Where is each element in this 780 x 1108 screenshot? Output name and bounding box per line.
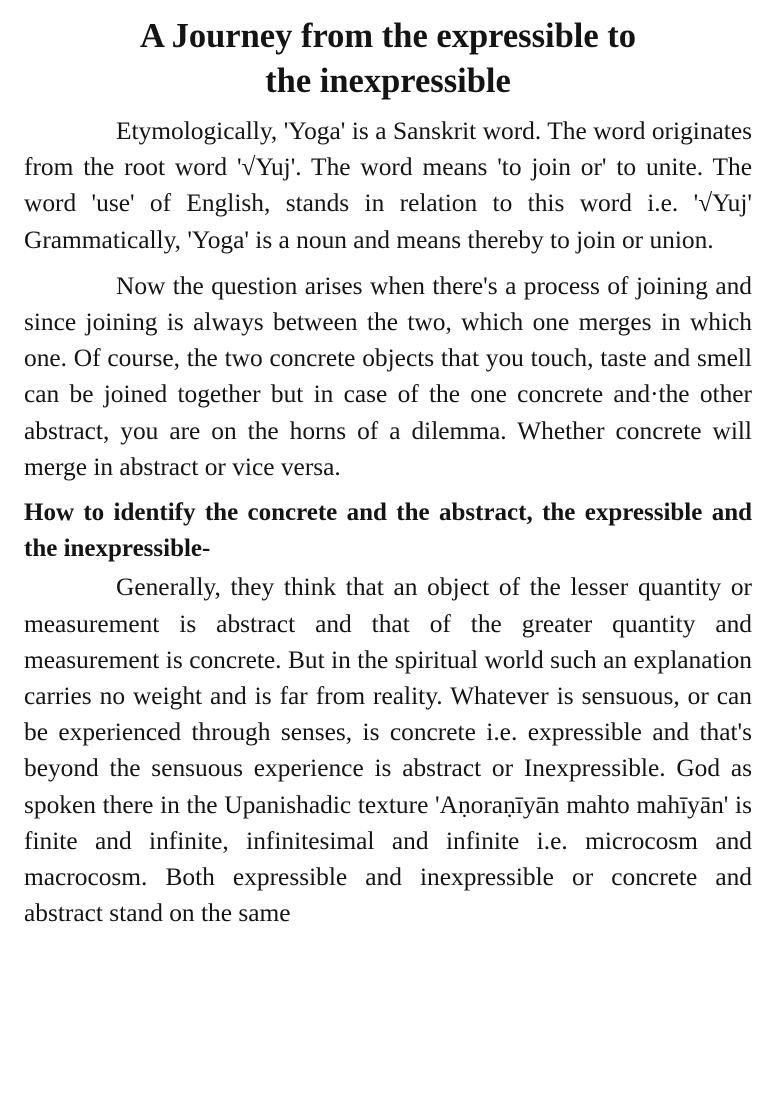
paragraph-etymology: Etymologically, 'Yoga' is a Sanskrit word. The word originates from the root word '√Yuj'. The word means 'to join or' to unite. The word 'use' of English, stands in relation to this word i.e. '√Yuj' Grammatically, 'Yoga' is a noun and means thereby to join or union. [24,117,752,254]
paragraph-concrete-abstract: Generally, they think that an object of the lesser quantity or measurement is abstract and that of the greater quantity and measurement is concrete. But in the spiritual world such an explanation carries no weight and is far from reality. Whatever is sensuous, or can be experienced through senses, is concrete i.e. expressible and that's beyond the sensuous experience is abstract or Inexpressible. God as spoken there in the Upanishadic texture 'Aṇoraṇīyān mahto mahīyān' is finite and infinite, infinitesimal and infinite i.e. microcosm and macrocosm. Both expressible and inexpressible or concrete and abstract stand on the same [24,573,752,928]
page-title [24,14,752,104]
page-title-line-2: the inexpressible [265,62,511,100]
paragraph-joining-question: Now the question arises when there's a process of joining and since joining is always between the two, which one merges in which one. Of course, the two concrete objects that you touch, taste and smell can be joined together but in case of the one concrete and·the other abstract, you are on the horns of a dilemma. Whether concrete will merge in abstract or vice versa. [24,271,752,481]
section-heading: How to identify the concrete and the abstract, the expressible and the inexpressible- [24,499,752,563]
page-title-line-1: A Journey from the expressible to [139,17,637,55]
